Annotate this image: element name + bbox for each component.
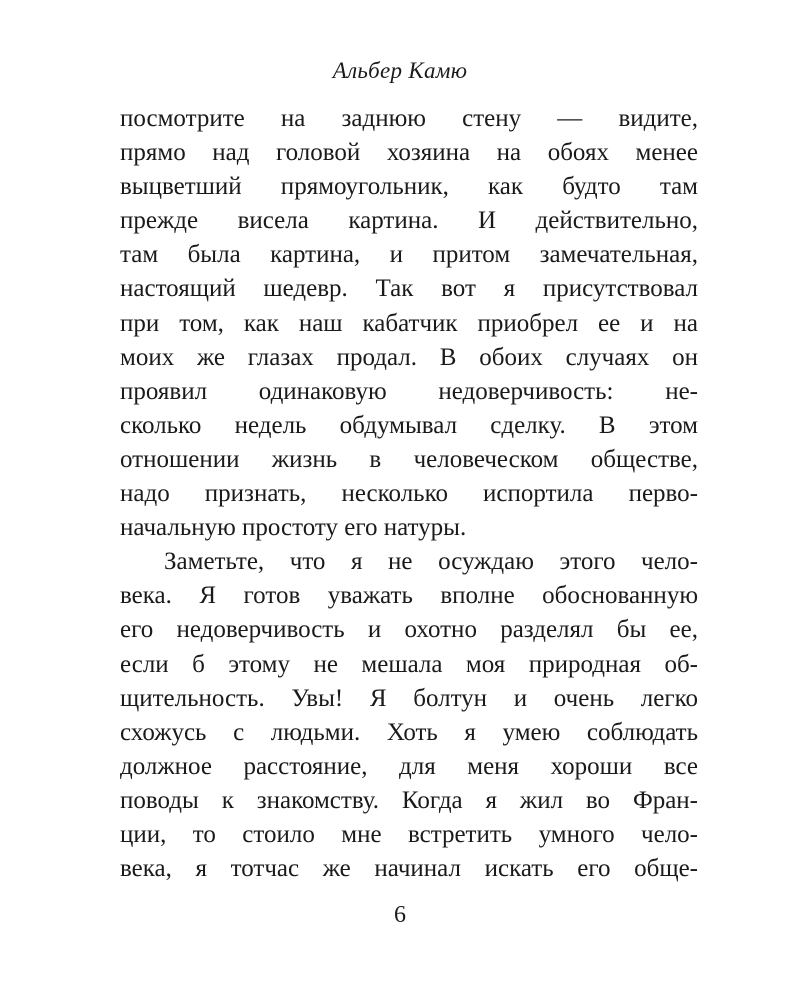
page-number: 6 [394,902,406,928]
text-line: при том, как наш кабатчик приобрел ее и на [120,309,698,337]
text-line: прямо над головой хозяина на обоях менее [120,139,698,167]
text-line: если б этому не мешала моя природная об- [120,650,698,678]
text-line: ции, то стоило мне встретить умного чело- [120,820,698,848]
text-line: сколько недель обдумывал сделку. В этом [120,411,698,439]
text-line: его недоверчивость и охотно разделял бы ее, [120,616,698,644]
text-line: начальную простоту его натуры. [120,514,467,542]
text-line: отношении жизнь в человеческом обществе, [120,445,698,473]
text-line: века, я тотчас же начинал искать его обще- [120,855,698,883]
text-line: поводы к знакомству. Когда я жил во Фран- [120,786,698,814]
text-line: схожусь с людьми. Хоть я умею соблюдать [120,718,698,746]
text-line: там была картина, и притом замечательная, [120,241,698,269]
text-line: надо признать, несколько испортила перво- [120,480,698,508]
text-line: посмотрите на заднюю стену — видите, [120,105,698,132]
text-line: века. Я готов уважать вполне обоснованную [120,582,698,610]
text-line: выцветший прямоугольник, как будто там [120,173,698,201]
text-line: щительность. Увы! Я болтун и очень легко [120,684,698,712]
running-header-author: Альбер Камю [332,58,468,83]
text-line: должное расстояние, для меня хороши все [120,752,698,780]
text-line: проявил одинаковую недоверчивость: не- [120,377,698,405]
text-line: прежде висела картина. И действительно, [120,207,698,235]
text-line: настоящий шедевр. Так вот я присутствовал [120,275,698,303]
text-line: моих же глазах продал. В обоих случаях он [120,343,698,371]
body-text [120,102,698,886]
text-line-paragraph-start: Заметьте, что я не осуждаю этого чело- [164,548,698,576]
